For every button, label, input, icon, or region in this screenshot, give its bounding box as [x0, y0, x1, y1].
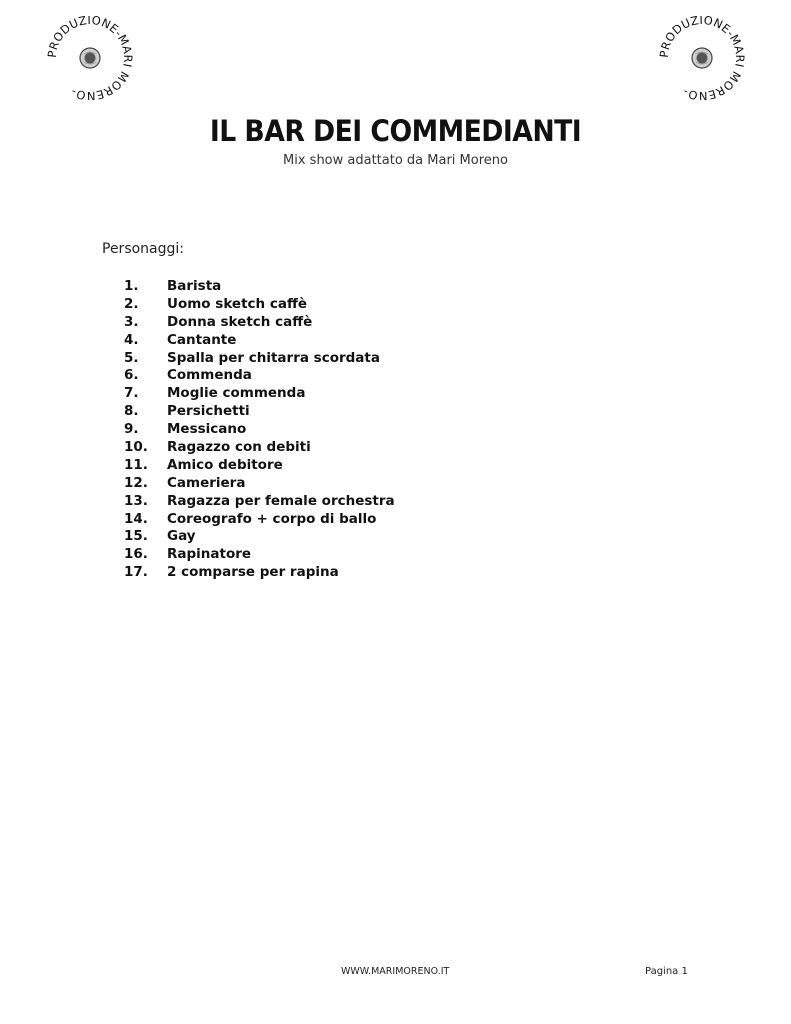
production-logo-right	[652, 16, 752, 100]
character-number: 1.	[124, 278, 139, 294]
character-number: 10.	[124, 439, 148, 456]
logo-seal-icon	[40, 16, 140, 100]
character-name: Gay	[167, 528, 196, 545]
character-name: Messicano	[167, 421, 247, 438]
character-name: Commenda	[167, 367, 252, 384]
character-number: 8.	[124, 403, 139, 420]
character-name: Coreografo + corpo di ballo	[167, 510, 377, 527]
character-item	[124, 493, 395, 511]
characters-list	[124, 278, 395, 582]
footer-website: WWW.MARIMORENO.IT	[341, 966, 450, 977]
logo-seal-icon	[652, 16, 752, 100]
character-item	[124, 278, 395, 296]
character-item	[124, 350, 395, 368]
character-item	[124, 403, 395, 421]
document-subtitle: Mix show adattato da Mari Moreno	[283, 153, 508, 168]
character-item	[124, 457, 395, 475]
character-name: Ragazzo con debiti	[167, 439, 311, 456]
character-item	[124, 439, 395, 457]
character-name: Rapinatore	[167, 546, 252, 563]
character-item	[124, 475, 395, 493]
character-name: Barista	[167, 278, 222, 294]
character-number: 15.	[124, 528, 148, 545]
character-number: 13.	[124, 492, 148, 509]
character-item	[124, 511, 395, 529]
character-item	[124, 314, 395, 332]
logo-ring-text: PRODUZIONE-MARI MORENO-	[656, 16, 748, 100]
character-number: 17.	[124, 564, 148, 581]
character-item	[124, 564, 395, 582]
character-number: 14.	[124, 510, 148, 527]
character-number: 6.	[124, 367, 139, 384]
character-number: 5.	[124, 349, 139, 366]
character-item	[124, 332, 395, 350]
character-name: Moglie commenda	[167, 385, 306, 402]
character-name: Ragazza per female orchestra	[167, 492, 395, 509]
character-name: Cantante	[167, 331, 237, 348]
character-name: Cameriera	[167, 474, 246, 491]
character-name: Spalla per chitarra scordata	[167, 349, 380, 366]
character-name: 2 comparse per rapina	[167, 564, 339, 581]
character-item	[124, 528, 395, 546]
character-number: 7.	[124, 385, 139, 402]
character-item	[124, 367, 395, 385]
character-number: 12.	[124, 474, 148, 491]
character-item	[124, 546, 395, 564]
character-number: 3.	[124, 313, 139, 330]
logo-ring-text: PRODUZIONE-MARI MORENO-	[44, 16, 136, 100]
character-item	[124, 385, 395, 403]
character-name: Donna sketch caffè	[167, 313, 313, 330]
character-number: 16.	[124, 546, 148, 563]
characters-label: Personaggi:	[102, 241, 185, 257]
production-logo-left	[40, 16, 140, 100]
footer-page-number: Pagina 1	[645, 966, 688, 977]
character-name: Amico debitore	[167, 456, 283, 473]
character-item	[124, 421, 395, 439]
character-number: 9.	[124, 421, 139, 438]
character-item	[124, 296, 395, 314]
character-name: Persichetti	[167, 403, 250, 420]
character-number: 4.	[124, 331, 139, 348]
character-name: Uomo sketch caffè	[167, 295, 308, 312]
document-title: IL BAR DEI COMMEDIANTI	[209, 114, 582, 148]
character-number: 11.	[124, 456, 148, 473]
character-number: 2.	[124, 295, 139, 312]
